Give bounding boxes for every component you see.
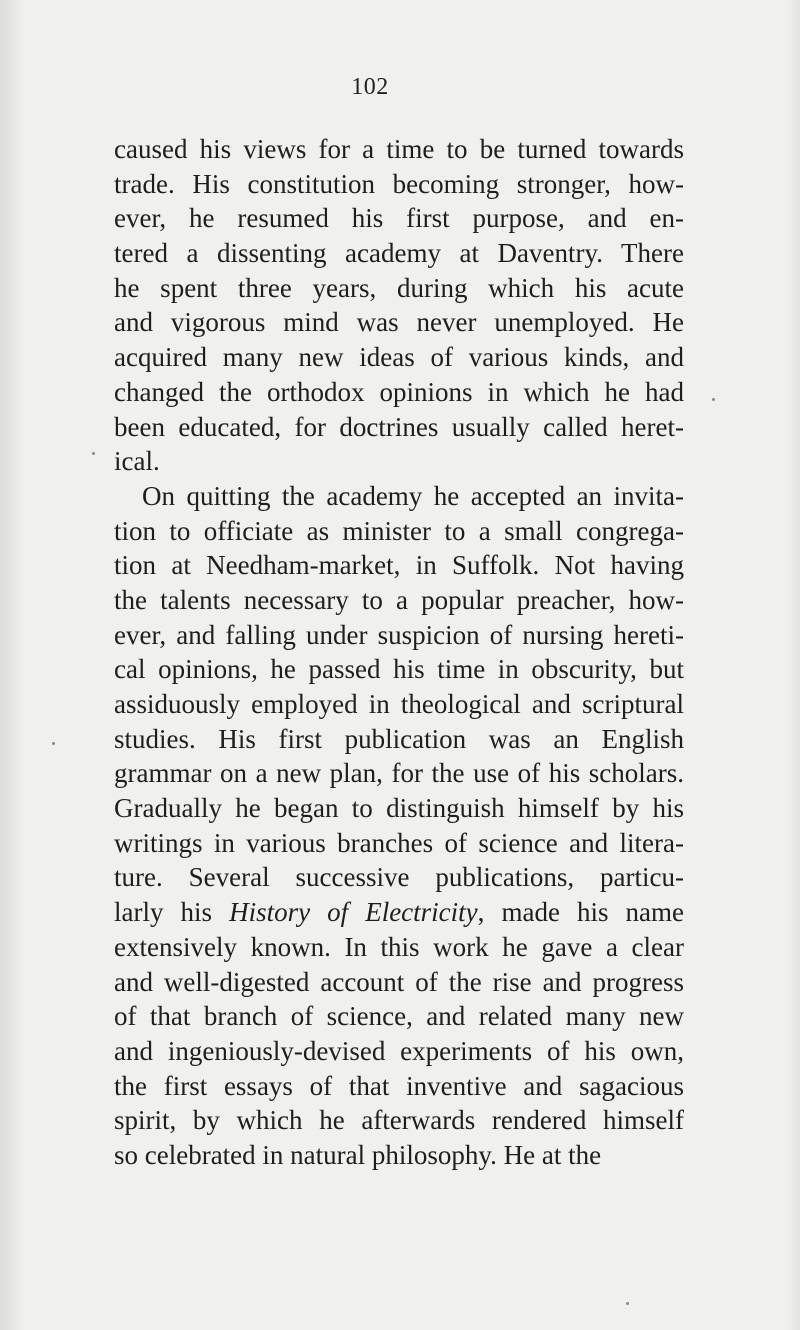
text-line: he spent three years, during which his acute [114,272,684,303]
text-line: ever, and falling under suspicion of nursing hereti- [114,619,684,650]
text-fragment: , made his name [477,897,685,928]
paper-speck [92,452,95,455]
text-line: of that branch of science, and related many new [114,1001,684,1032]
text-line: writings in various branches of science and litera- [114,827,684,858]
binding-shadow [0,0,24,1330]
text-line: studies. His first publication was an English [114,723,684,754]
text-line: acquired many new ideas of various kinds, and [114,342,684,373]
text-line: grammar on a new plan, for the use of his scholars. [114,758,684,789]
paper-speck [712,398,715,401]
text-line: extensively known. In this work he gave a clear [114,931,684,962]
body-text [114,132,684,1173]
text-line: spirit, by which he afterwards rendered himself [114,1105,684,1136]
paper-speck [52,742,55,745]
text-line: so celebrated in natural philosophy. He at the [114,1139,602,1170]
text-line: caused his views for a time to be turned towards [114,134,684,164]
text-line: the first essays of that inventive and sagacious [114,1070,684,1101]
book-title: History of Electricity [229,897,478,928]
text-line: been educated, for doctrines usually called heret- [114,411,684,442]
text-line: tion to officiate as minister to a small congrega- [114,515,684,546]
text-line: tion at Needham-market, in Suffolk. Not having [114,550,684,581]
paragraph-first-line: On quitting the academy he accepted an invita- [142,480,684,511]
text-line: and well-digested account of the rise and progress [114,966,684,997]
text-line: changed the orthodox opinions in which he had [114,376,684,407]
text-line: assiduously employed in theological and scriptural [114,689,684,719]
text-line: the talents necessary to a popular preacher, how- [114,584,684,615]
text-line: ever, he resumed his first purpose, and en- [114,203,684,234]
text-fragment: larly his [114,897,213,928]
text-line: ture. Several successive publications, particu- [114,862,684,893]
text-line: ical. [114,446,160,477]
text-line: Gradually he began to distinguish himself by his [114,793,684,824]
text-line: and ingeniously-devised experiments of his own, [114,1035,684,1066]
text-line: tered a dissenting academy at Daventry. There [114,238,684,269]
text-line: and vigorous mind was never unemployed. He [114,307,684,338]
text-line: trade. His constitution becoming stronger, how- [114,168,684,199]
page-number: 102 [351,74,389,100]
paper-speck [626,1302,629,1305]
text-line-with-title [114,895,684,930]
text-line: cal opinions, he passed his time in obscurity, but [114,654,684,685]
